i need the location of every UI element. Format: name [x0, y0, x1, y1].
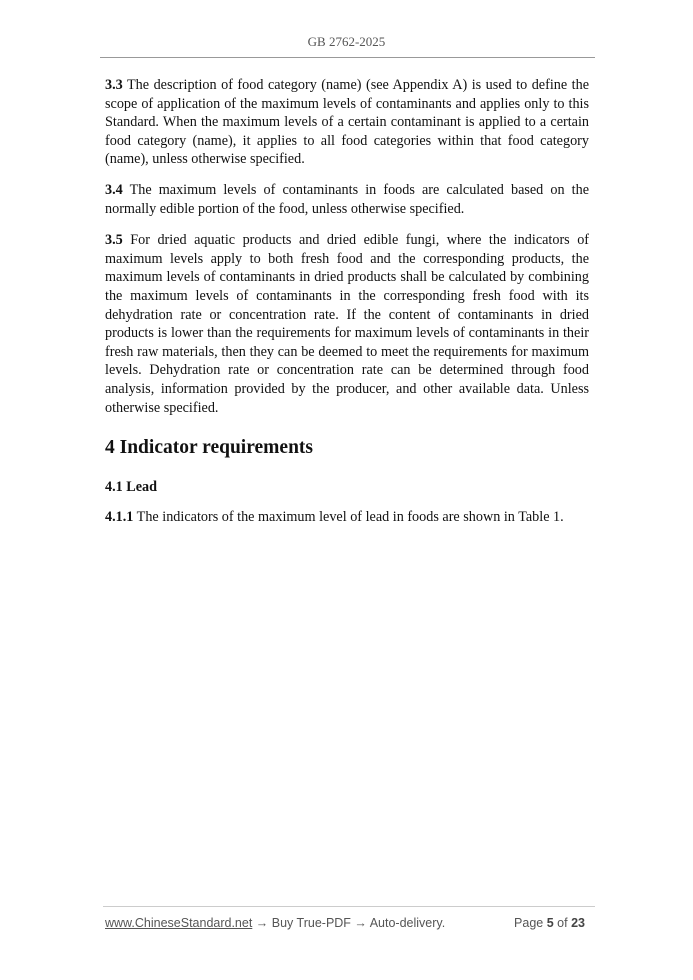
clause-number: 3.3: [105, 77, 123, 93]
page-current: 5: [546, 916, 554, 930]
website-link[interactable]: www.ChineseStandard.net: [105, 916, 253, 930]
clause-number: 4.1.1: [105, 509, 134, 526]
page-total: 23: [571, 916, 585, 930]
clause-text: The indicators of the maximum level of lead in foods are shown in Table 1.: [136, 509, 564, 526]
clause-number: 3.5: [105, 232, 123, 249]
clause-text: The description of food category (name) (see Appendix A) is used to define the scope of application of the maximum levels of contaminants and applies only to this Standard. When the maximum levels of a certain contaminant is applied to a certain food category (name), it applies to all food categories within that food category (name), unless otherwise specified.: [105, 77, 590, 168]
clause-text: For dried aquatic products and dried edible fungi, where the indicators of maximum levels apply to both fresh food and the corresponding products, the maximum levels of contaminants in dried products shall be calculated by combining the maximum levels of contaminants in the corresponding fresh food with its dehydration rate or concentration rate. If the content of contaminants in dried products is lower than the requirements for maximum levels of contaminants in their fresh raw materials, then they can be deemed to meet the requirements for maximum levels. Dehydration rate or concentration rate can be determined through food analysis, information provided by the producer, and other available data. Unless otherwise specified.: [105, 232, 590, 416]
document-body: [105, 76, 589, 539]
clause-text: The maximum levels of contaminants in foods are calculated based on the normally edible portion of the food, unless otherwise specified.: [105, 182, 589, 218]
footer-promo: [105, 916, 445, 930]
page-indicator: [514, 916, 585, 930]
page-footer: [105, 916, 585, 930]
clause-number: 3.4: [105, 182, 123, 199]
page-label: Page: [514, 916, 544, 930]
footer-divider: [103, 906, 595, 907]
document-header-title: GB 2762-2025: [307, 34, 386, 49]
clause-3-5: [105, 231, 589, 417]
footer-tagline: → Buy True-PDF → Auto-delivery.: [252, 916, 446, 930]
section-heading: 4.1 Lead: [105, 479, 158, 496]
chapter-heading: 4 Indicator requirements: [105, 437, 313, 459]
clause-4-1-1: [105, 508, 589, 527]
page-of: of: [557, 916, 568, 930]
clause-3-3: [105, 76, 589, 169]
clause-3-4: [105, 181, 589, 218]
header-divider: [100, 57, 595, 58]
